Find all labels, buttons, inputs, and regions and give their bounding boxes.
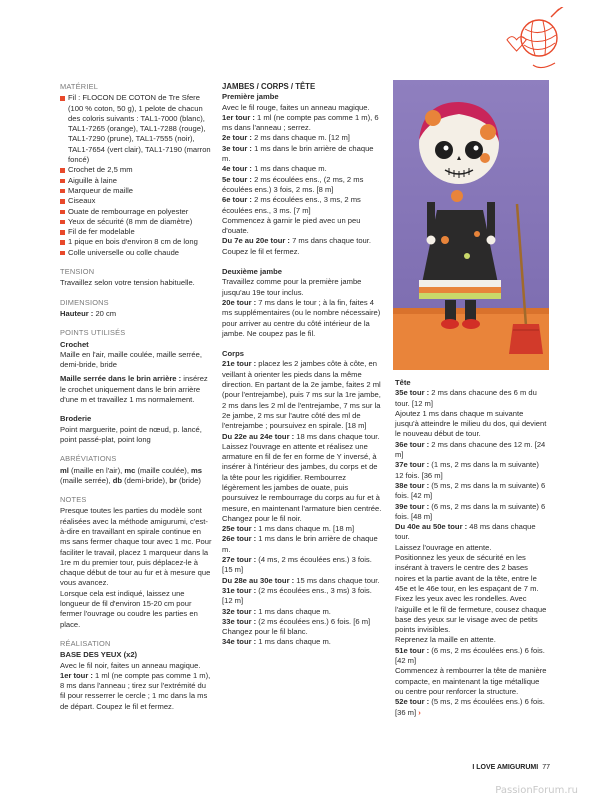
row-label: 6e tour : [222, 195, 252, 205]
pattern-row [222, 534, 382, 555]
row-text: (6 ms, 2 ms dans la m suivante) 6 fois. [48 m] [395, 501, 546, 521]
list-item: Ouate de rembourrage en polyester [60, 207, 212, 217]
row-text: (2 ms écoulées ens., 3 ms) 3 fois. [12 m] [222, 585, 372, 606]
base-row [60, 671, 212, 712]
pattern-row [395, 697, 549, 718]
row-text: (4 ms, 2 ms écoulées ens.) 3 fois. [15 m] [222, 555, 372, 575]
row-text: 1 ms dans chaque m. [18 m] [256, 524, 355, 534]
list-item: Ciseaux [60, 196, 212, 206]
abbr-value: (bride) [176, 475, 201, 485]
points-heading: POINTS UTILISÉS [60, 328, 126, 338]
row-label: 27e tour : [222, 555, 257, 565]
pattern-row [222, 144, 382, 165]
row-text: 1 ms dans le brin arrière de chaque m. [222, 143, 374, 164]
magazine-name: I LOVE AMIGURUMI [472, 764, 539, 771]
list-item: Marqueur de maille [60, 186, 212, 196]
row-label: 1er tour : [222, 112, 255, 122]
pattern-row [222, 164, 382, 174]
middle-column [222, 82, 382, 648]
add-text: Ajoutez 1 ms dans chaque m suivante jusqu'à atteindre le milieu du dos, qui devient le nouveau début de tour. [395, 408, 547, 439]
pattern-row [222, 113, 382, 134]
row-label: 39e tour : [395, 501, 430, 511]
msba-title: Maille serrée dans le brin arrière : [60, 374, 182, 384]
resume-text: Reprenez la maille en attente. [395, 635, 496, 645]
list-item: Fil : FLOCON DE COTON de Tre Sfere (100 % coton, 50 g), 1 pelote de chacun des coloris suivants : TAL1-7000 (blanc), TAL1-7265 (orange), TAL1-7288 (rouge), TAL1-7290 (prune), TAL1-7555 (noir), TAL1-7654 (vert clair), TAL1-7190 (marron foncé) [60, 93, 212, 165]
pattern-row [222, 432, 382, 442]
row-text: 2 ms écoulées ens., (2 ms, 2 ms écoulées ens.) 3 fois, 2 ms. [8 m] [222, 174, 364, 194]
pattern-row [395, 388, 549, 409]
pattern-row [222, 524, 382, 534]
list-item: Yeux de sécurité (8 mm de diamètre) [60, 217, 212, 227]
pattern-row [222, 195, 382, 216]
left-column [60, 82, 212, 712]
row-label: Du 28e au 30e tour : [222, 575, 295, 585]
row-label: 26e tour : [222, 534, 257, 544]
page-number: 77 [542, 764, 550, 771]
row-label: 1er tour : [60, 670, 93, 680]
pattern-row [222, 576, 382, 586]
stuff-head-text: Commencez à rembourrer la tête de manière compacte, en maintenant la tige métallique ou centre pour renforcer la structure. [395, 666, 547, 696]
row-label: 3e tour : [222, 143, 252, 153]
row-label: Du 7e au 20e tour : [222, 236, 290, 246]
pattern-row [222, 359, 382, 431]
pattern-row [222, 555, 382, 576]
row-label: 31e tour : [222, 585, 257, 595]
page-footer [472, 764, 550, 771]
materiel-list [60, 93, 212, 258]
msba-paragraph [60, 374, 212, 405]
continue-arrow-icon: › [418, 707, 421, 717]
list-item: Colle universelle ou colle chaude [60, 248, 212, 258]
row-label: 51e tour : [395, 645, 430, 655]
row-text: 2 ms dans chacune des 6 m du tour. [12 m] [395, 388, 537, 408]
pattern-row [395, 646, 549, 667]
row-text: (5 ms, 2 ms écoulées ens.) 6 fois. [36 m] [395, 697, 545, 717]
pattern-row [395, 502, 549, 523]
pattern-row [395, 460, 549, 481]
abreviations-heading: ABRÉVIATIONS [60, 454, 117, 464]
materiel-heading: MATÉRIEL [60, 82, 99, 91]
pattern-row [222, 617, 382, 627]
realisation-heading: RÉALISATION [60, 638, 111, 648]
notes-heading: NOTES [60, 495, 87, 505]
crochet-title: Crochet [60, 339, 89, 349]
row-text: 1 ms dans chaque m. [256, 637, 331, 647]
abbr-value: (maille serrée), [60, 475, 113, 485]
row-label: 34e tour : [222, 637, 257, 647]
pattern-row [222, 607, 382, 617]
wait-text: Laissez l'ouvrage en attente. [395, 542, 492, 552]
tete-title: Tête [395, 378, 411, 387]
pattern-row [395, 440, 549, 461]
right-column [395, 378, 549, 718]
row-text: 18 ms dans chaque tour. [294, 431, 380, 441]
row-label: 2e tour : [222, 133, 252, 143]
list-item: Fil de fer modelable [60, 227, 212, 237]
row-text: 7 ms dans le tour ; à la fin, faites 4 ms supplémentaires (ou le nombre nécessaire) pour arriver au centre du côté intérieur de la jambe. Ne coupez pas le fil. [222, 297, 381, 338]
row-text: (2 ms écoulées ens.) 6 fois. [6 m] [256, 616, 371, 626]
row-text: (5 ms, 2 ms dans la m suivante) 6 fois. [42 m] [395, 480, 546, 501]
row-text: 1 ms dans le brin arrière de chaque m. [222, 534, 378, 554]
row-label: 37e tour : [395, 460, 430, 470]
list-item: Crochet de 2,5 mm [60, 165, 212, 175]
row-text: 1 ml (ne compte pas comme 1 m), 8 ms dans l'anneau ; tirez sur l'extrémité du fil pour resserrer le cercle ; 1 mc dans la ms de départ. Coupez le fil et fermez. [60, 670, 211, 711]
pattern-row [222, 175, 382, 196]
pattern-row [222, 236, 382, 257]
row-text: placez les 2 jambes côte à côte, en veillant à orienter les pieds dans la même direction. En partant de la 2e jambe, faites 2 ml (pour l'entrejambe), puis 7 ms sur la 1re jambe, 2 ms dans les 2 ml de l'entrejambe, 7 ms sur la 2e jambe, 2 ms sur l'autre côté des ml de l'entrejambe ; poursuivez en spirale. [18 m] [222, 359, 381, 431]
row-label: 38e tour : [395, 480, 430, 490]
abbr-key: db [112, 475, 123, 485]
second-leg-title: Deuxième jambe [222, 267, 282, 277]
notes-p2: Lorsque cela est indiqué, laissez une longueur de fil d'environ 15-20 cm pour fermer l'ouvrage ou coudre les parties en place. [60, 588, 198, 629]
change-color-text: Changez pour le fil blanc. [222, 627, 308, 637]
dimensions-heading: DIMENSIONS [60, 297, 109, 307]
row-text: (1 ms, 2 ms dans la m suivante) 12 fois. [36 m] [395, 460, 539, 480]
row-label: 20e tour : [222, 297, 257, 307]
abbr-value: (demi-bride), [122, 475, 170, 485]
base-intro: Avec le fil noir, faites un anneau magique. [60, 660, 201, 670]
row-label: Du 22e au 24e tour : [222, 431, 295, 441]
row-label: 52e tour : [395, 697, 430, 707]
row-label: 36e tour : [395, 439, 430, 449]
abbr-value: (maille en l'air), [68, 465, 125, 475]
pattern-row [395, 481, 549, 502]
list-item: Aiguille à laine [60, 176, 212, 186]
row-text: 48 ms dans chaque tour. [395, 522, 536, 542]
row-text: 1 ml (ne compte pas comme 1 m), 6 ms dans l'anneau ; serrez. [222, 112, 379, 133]
row-label: 21e tour : [222, 359, 257, 369]
pattern-row [222, 133, 382, 143]
pattern-row [222, 298, 382, 339]
row-text: (6 ms, 2 ms écoulées ens.) 6 fois. [42 m] [395, 645, 545, 666]
row-text: 1 ms dans chaque m. [256, 606, 331, 616]
dimensions-label: Hauteur : [60, 308, 94, 318]
row-label: 33e tour : [222, 616, 257, 626]
row-text: 7 ms dans chaque tour. Coupez le fil et fermez. [222, 236, 372, 256]
abbr-key: mc [124, 465, 136, 475]
row-label: 25e tour : [222, 524, 257, 534]
abbr-key: ms [191, 465, 203, 475]
change-color-text: Changez pour le fil noir. [222, 513, 302, 523]
eyes-text: Positionnez les yeux de sécurité en les insérant à travers le centre des 2 bases noires et la partie avant de la tête, entre le 45e et le 46e tour, en les espaçant de 7 m. Fixez les yeux avec les rondelles. Avec l'aiguille et le fil de fermeture, cousez chaque base des yeux sur le visage avec de petits points invisibles. [395, 553, 547, 635]
list-item: 1 pique en bois d'environ 8 cm de long [60, 237, 212, 247]
row-text: 2 ms dans chacune des 12 m. [24 m] [395, 439, 546, 460]
row-text: 2 ms dans chaque m. [12 m] [251, 133, 350, 143]
tension-text: Travaillez selon votre tension habituelle. [60, 278, 195, 288]
pattern-row [222, 586, 382, 607]
watermark: PassionForum.ru [495, 785, 578, 796]
broderie-title: Broderie [60, 414, 92, 424]
abbr-key: br [169, 475, 177, 485]
abreviations-text [60, 466, 212, 487]
row-text: 1 ms dans chaque m. [251, 164, 327, 174]
notes-p1: Presque toutes les parties du modèle sont réalisées avec la méthode amigurumi, c'est-à-dire en travaillant en spirale continue en ms sans fermer chaque tour avec 1 mc. Pour faciliter le travail, placez 1 marqueur dans la 1re m du premier tour, puis déplacez-le à chaque début de tour au fur et à mesure que vous avancez. [60, 506, 212, 588]
stuff-text: Commencez à garnir le pied avec un peu d'ouate. [222, 215, 361, 236]
row-label: 35e tour : [395, 388, 430, 398]
jambes-heading: JAMBES / CORPS / TÊTE [222, 82, 316, 91]
dimensions-text [60, 309, 212, 319]
first-leg-intro: Avec le fil rouge, faites un anneau magique. [222, 102, 370, 112]
yarn-heart-logo [503, 7, 573, 77]
abbr-key: ml [60, 465, 69, 475]
row-label: 4e tour : [222, 164, 252, 174]
wire-text: Laissez l'ouvrage en attente et réalisez une armature en fil de fer en forme de Y inversé, à insérer à l'intérieur des jambes, du corps et de la tête pour les rigidifier. Rembourrez légèrement les jambes de ouate, puis poursuivez le rembourrage du corps au fur et à mesure, en maintenant l'armature bien centrée. [222, 441, 382, 513]
row-text: 2 ms écoulées ens., 3 ms, 2 ms écoulées ens., 3 ms. [7 m] [222, 195, 361, 215]
row-label: 32e tour : [222, 606, 257, 616]
dimensions-value: 20 cm [93, 308, 117, 318]
doll-photo [393, 80, 549, 370]
corps-title: Corps [222, 349, 244, 359]
row-label: 5e tour : [222, 174, 252, 184]
abbr-value: (maille coulée), [135, 465, 192, 475]
msba-text: insérez le crochet uniquement dans le brin arrière d'une m et travaillez 1 ms normalement. [60, 374, 208, 405]
base-title: BASE DES YEUX (x2) [60, 650, 138, 660]
broderie-text: Point marguerite, point de nœud, p. lancé, point passé-plat, point long [60, 424, 202, 444]
first-leg-title: Première jambe [222, 92, 279, 102]
crochet-text: Maille en l'air, maille coulée, maille serrée, demi-bride, bride [60, 349, 202, 370]
row-label: Du 40e au 50e tour : [395, 522, 468, 532]
tension-heading: TENSION [60, 267, 95, 277]
second-leg-text: Travaillez comme pour la première jambe jusqu'au 19e tour inclus. [222, 277, 362, 297]
row-text: 15 ms dans chaque tour. [294, 575, 380, 585]
pattern-row [395, 522, 549, 543]
pattern-row [222, 637, 382, 647]
